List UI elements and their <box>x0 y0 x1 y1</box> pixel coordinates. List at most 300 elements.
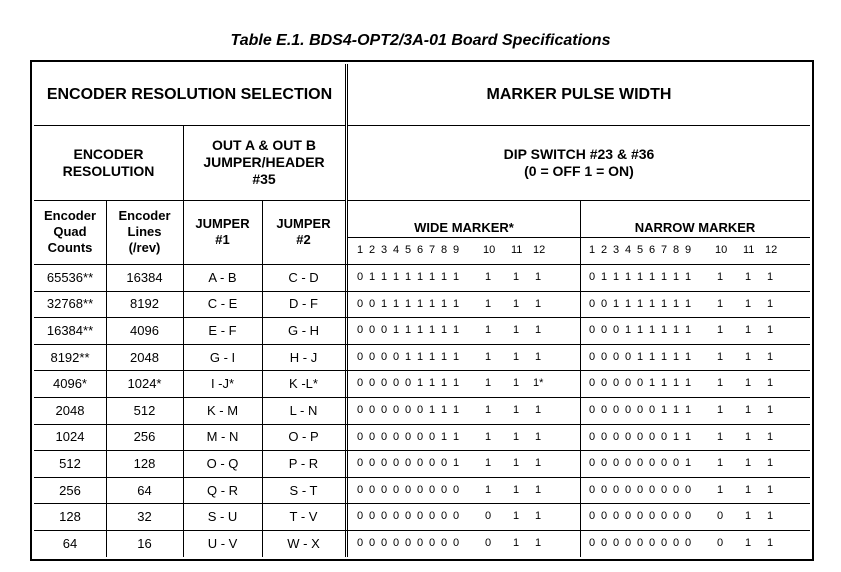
wide-switch-12: 1 <box>534 297 542 310</box>
narrow-switch-7: 0 <box>660 537 668 549</box>
wide-switch-12: 1 <box>534 404 542 416</box>
narrow-switch-4: 0 <box>624 350 632 363</box>
narrow-switch-12: 1 <box>766 297 774 310</box>
wide-switch-12: 1 <box>534 483 542 496</box>
header-jumper-1: JUMPER #1 <box>195 216 250 247</box>
wide-switch-12: 1* <box>533 377 544 390</box>
narrow-switch-2: 0 <box>600 377 608 390</box>
narrow-switch-number-7: 7 <box>660 244 668 256</box>
wide-switch-1: 0 <box>356 377 364 390</box>
wide-switch-10: 1 <box>484 457 492 470</box>
wide-switch-3: 0 <box>380 324 388 337</box>
narrow-switch-6: 0 <box>648 430 656 443</box>
narrow-switch-11: 1 <box>744 350 752 363</box>
narrow-switch-12: 1 <box>766 510 774 523</box>
wide-switch-11: 1 <box>512 350 520 363</box>
narrow-switch-7: 1 <box>660 297 668 310</box>
wide-switch-10: 1 <box>484 297 492 310</box>
cell-jumper-1: O - Q <box>206 455 239 471</box>
cell-jumper-1: K - M <box>206 402 239 418</box>
narrow-marker-switches <box>587 324 807 338</box>
wide-marker-switches <box>355 484 575 498</box>
narrow-marker-switches <box>587 537 807 551</box>
wide-switch-9: 1 <box>452 350 460 363</box>
wide-switch-2: 0 <box>368 404 376 416</box>
narrow-switch-3: 1 <box>612 297 620 310</box>
narrow-switch-6: 1 <box>648 350 656 363</box>
wide-switch-7: 1 <box>428 297 436 310</box>
wide-switch-9: 1 <box>452 404 460 416</box>
wide-switch-2: 0 <box>368 377 376 390</box>
wide-switch-5: 0 <box>404 404 412 416</box>
wide-switch-6: 1 <box>416 297 424 310</box>
narrow-switch-11: 1 <box>744 537 752 549</box>
wide-switch-10: 1 <box>484 404 492 416</box>
wide-switch-number-5: 5 <box>404 244 412 256</box>
cell-jumper-2: P - R <box>288 455 319 471</box>
wide-switch-1: 0 <box>356 483 364 496</box>
wide-switch-7: 1 <box>428 324 436 337</box>
wide-switch-7: 1 <box>428 271 436 283</box>
narrow-switch-10: 1 <box>716 297 724 310</box>
divider <box>348 237 810 238</box>
narrow-switch-5: 1 <box>636 271 644 283</box>
narrow-switch-12: 1 <box>766 404 774 416</box>
narrow-switch-5: 1 <box>636 324 644 337</box>
wide-switch-5: 0 <box>404 510 412 523</box>
cell-jumper-2: K -L* <box>289 376 318 392</box>
wide-switch-6: 0 <box>416 430 424 443</box>
wide-switch-4: 0 <box>392 377 400 390</box>
narrow-switch-10: 1 <box>716 430 724 443</box>
wide-switch-7: 1 <box>428 350 436 363</box>
wide-marker-switches <box>355 298 575 312</box>
cell-jumper-1: E - F <box>208 322 237 338</box>
narrow-switch-3: 0 <box>612 324 620 337</box>
wide-marker-switches <box>355 537 575 551</box>
narrow-switch-7: 0 <box>660 457 668 470</box>
wide-switch-11: 1 <box>512 430 520 443</box>
wide-switch-6: 0 <box>416 537 424 549</box>
narrow-switch-9: 1 <box>684 297 692 310</box>
wide-switch-11: 1 <box>512 537 520 549</box>
wide-switch-4: 0 <box>392 430 400 443</box>
narrow-switch-3: 0 <box>612 483 620 496</box>
wide-switch-4: 1 <box>392 324 400 337</box>
narrow-switch-1: 0 <box>588 324 596 337</box>
wide-switch-3: 1 <box>380 297 388 310</box>
wide-switch-6: 1 <box>416 377 424 390</box>
narrow-switch-5: 0 <box>636 430 644 443</box>
narrow-marker-switches <box>587 351 807 365</box>
narrow-switch-6: 1 <box>648 377 656 390</box>
wide-switch-3: 0 <box>380 350 388 363</box>
narrow-switch-11: 1 <box>744 510 752 523</box>
wide-switch-5: 0 <box>404 457 412 470</box>
narrow-switch-3: 0 <box>612 404 620 416</box>
cell-encoder-lines: 32 <box>137 509 152 525</box>
narrow-switch-3: 0 <box>612 537 620 549</box>
wide-switch-4: 1 <box>392 297 400 310</box>
cell-jumper-1: U - V <box>207 535 238 551</box>
narrow-switch-8: 0 <box>672 537 680 549</box>
narrow-marker-switches <box>587 510 807 524</box>
cell-jumper-2: D - F <box>289 296 318 312</box>
narrow-switch-6: 0 <box>648 404 656 416</box>
cell-quad-counts: 8192** <box>50 349 90 365</box>
dip-switch-legend: (0 = OFF 1 = ON) <box>524 162 634 179</box>
wide-marker-switches <box>355 431 575 445</box>
narrow-switch-9: 1 <box>684 430 692 443</box>
narrow-switch-8: 1 <box>672 271 680 283</box>
narrow-switch-6: 1 <box>648 297 656 310</box>
narrow-switch-4: 0 <box>624 404 632 416</box>
wide-switch-4: 0 <box>392 457 400 470</box>
narrow-switch-1: 0 <box>588 430 596 443</box>
wide-switch-10: 1 <box>484 271 492 283</box>
narrow-switch-2: 0 <box>600 483 608 496</box>
dip-switch-label: DIP SWITCH #23 & #36 <box>503 145 655 162</box>
cell-quad-counts: 32768** <box>46 296 94 312</box>
wide-switch-4: 0 <box>392 350 400 363</box>
narrow-switch-number-12: 12 <box>765 244 778 256</box>
wide-switch-10: 1 <box>484 430 492 443</box>
wide-switch-10: 0 <box>484 537 492 549</box>
wide-switch-2: 0 <box>368 483 376 496</box>
wide-switch-9: 1 <box>452 324 460 337</box>
narrow-switch-7: 1 <box>660 377 668 390</box>
narrow-switch-7: 0 <box>660 483 668 496</box>
wide-switch-9: 1 <box>452 297 460 310</box>
narrow-switch-number-1: 1 <box>588 244 596 256</box>
narrow-switch-8: 0 <box>672 510 680 523</box>
cell-encoder-lines: 512 <box>133 402 156 418</box>
narrow-marker-switches <box>587 431 807 445</box>
narrow-switch-10: 1 <box>716 350 724 363</box>
narrow-switch-10: 0 <box>716 510 724 523</box>
cell-encoder-lines: 128 <box>133 455 156 471</box>
header-wide-marker: WIDE MARKER* <box>414 219 514 235</box>
cell-jumper-2: C - D <box>288 269 319 285</box>
narrow-switch-2: 1 <box>600 271 608 283</box>
narrow-switch-3: 0 <box>612 510 620 523</box>
wide-switch-11: 1 <box>512 510 520 523</box>
cell-encoder-lines: 1024* <box>127 376 162 392</box>
narrow-switch-12: 1 <box>766 377 774 390</box>
wide-switch-5: 0 <box>404 483 412 496</box>
header-jumper-2: JUMPER #2 <box>276 216 331 247</box>
cell-encoder-lines: 16 <box>137 535 152 551</box>
cell-jumper-2: O - P <box>288 429 319 445</box>
narrow-marker-switches <box>587 271 807 285</box>
wide-switch-10: 1 <box>484 324 492 337</box>
wide-switch-2: 0 <box>368 430 376 443</box>
narrow-switch-2: 0 <box>600 457 608 470</box>
wide-switch-12: 1 <box>534 430 542 443</box>
narrow-switch-3: 0 <box>612 457 620 470</box>
wide-switch-2: 0 <box>368 324 376 337</box>
wide-switch-2: 0 <box>368 537 376 549</box>
narrow-switch-12: 1 <box>766 271 774 283</box>
narrow-switch-9: 1 <box>684 457 692 470</box>
header-encoder-resolution-selection: ENCODER RESOLUTION SELECTION <box>46 86 333 103</box>
wide-switch-3: 0 <box>380 430 388 443</box>
wide-switch-9: 0 <box>452 537 460 549</box>
narrow-switch-1: 0 <box>588 537 596 549</box>
wide-switch-12: 1 <box>534 457 542 470</box>
wide-switch-6: 1 <box>416 271 424 283</box>
wide-switch-1: 0 <box>356 271 364 283</box>
wide-switch-1: 0 <box>356 510 364 523</box>
wide-switch-4: 1 <box>392 271 400 283</box>
wide-switch-11: 1 <box>512 377 520 390</box>
narrow-switch-5: 0 <box>636 404 644 416</box>
narrow-switch-4: 0 <box>624 430 632 443</box>
narrow-switch-12: 1 <box>766 537 774 549</box>
wide-switch-6: 1 <box>416 350 424 363</box>
divider <box>348 200 810 201</box>
narrow-switch-11: 1 <box>744 404 752 416</box>
narrow-switch-6: 0 <box>648 483 656 496</box>
narrow-switch-4: 0 <box>624 483 632 496</box>
cell-encoder-lines: 2048 <box>130 349 159 365</box>
cell-jumper-1: I -J* <box>210 376 235 392</box>
narrow-switch-8: 0 <box>672 457 680 470</box>
narrow-switch-9: 1 <box>684 271 692 283</box>
wide-switch-7: 0 <box>428 510 436 523</box>
narrow-marker-switches <box>587 457 807 471</box>
wide-marker-switches <box>355 351 575 365</box>
wide-marker-switches <box>355 271 575 285</box>
wide-switch-5: 1 <box>404 324 412 337</box>
narrow-switch-8: 1 <box>672 404 680 416</box>
cell-jumper-1: G - I <box>209 349 236 365</box>
wide-switch-8: 1 <box>440 377 448 390</box>
header-out-a-out-b: OUT A & OUT B JUMPER/HEADER #35 <box>203 137 325 187</box>
narrow-switch-6: 1 <box>648 324 656 337</box>
narrow-switch-9: 1 <box>684 350 692 363</box>
narrow-switch-4: 0 <box>624 457 632 470</box>
narrow-switch-2: 0 <box>600 430 608 443</box>
cell-jumper-1: C - E <box>207 296 238 312</box>
narrow-switch-3: 0 <box>612 350 620 363</box>
narrow-switch-4: 1 <box>624 297 632 310</box>
cell-quad-counts: 16384** <box>46 322 94 338</box>
narrow-switch-9: 1 <box>684 377 692 390</box>
wide-switch-6: 0 <box>416 404 424 416</box>
wide-switch-9: 1 <box>452 271 460 283</box>
narrow-switch-4: 0 <box>624 377 632 390</box>
wide-switch-10: 0 <box>484 510 492 523</box>
narrow-switch-11: 1 <box>744 430 752 443</box>
narrow-switch-7: 1 <box>660 350 668 363</box>
narrow-switch-12: 1 <box>766 483 774 496</box>
wide-switch-11: 1 <box>512 324 520 337</box>
wide-switch-9: 1 <box>452 430 460 443</box>
wide-switch-12: 1 <box>534 537 542 549</box>
wide-switch-number-8: 8 <box>440 244 448 256</box>
wide-switch-9: 1 <box>452 457 460 470</box>
narrow-switch-11: 1 <box>744 377 752 390</box>
wide-marker-switches <box>355 324 575 338</box>
wide-marker-switches <box>355 510 575 524</box>
wide-switch-1: 0 <box>356 537 364 549</box>
cell-quad-counts: 2048 <box>55 402 85 418</box>
wide-switch-3: 0 <box>380 457 388 470</box>
narrow-switch-5: 0 <box>636 377 644 390</box>
header-encoder-resolution: ENCODER RESOLUTION <box>62 145 155 179</box>
wide-switch-8: 1 <box>440 271 448 283</box>
wide-switch-8: 0 <box>440 537 448 549</box>
narrow-marker-switches <box>587 484 807 498</box>
cell-encoder-lines: 4096 <box>130 322 159 338</box>
narrow-switch-1: 0 <box>588 297 596 310</box>
narrow-switch-9: 0 <box>684 537 692 549</box>
wide-switch-1: 0 <box>356 297 364 310</box>
cell-encoder-lines: 256 <box>133 429 156 445</box>
wide-switch-3: 1 <box>380 271 388 283</box>
narrow-switch-12: 1 <box>766 350 774 363</box>
narrow-switch-10: 1 <box>716 404 724 416</box>
header-encoder-lines: Encoder Lines (/rev) <box>118 208 171 255</box>
narrow-switch-5: 1 <box>636 350 644 363</box>
wide-switch-1: 0 <box>356 404 364 416</box>
narrow-switch-8: 1 <box>672 377 680 390</box>
cell-jumper-2: G - H <box>287 322 320 338</box>
narrow-switch-3: 0 <box>612 377 620 390</box>
wide-switch-number-12: 12 <box>533 244 546 256</box>
narrow-switch-6: 1 <box>648 271 656 283</box>
narrow-switch-5: 0 <box>636 537 644 549</box>
narrow-switch-7: 1 <box>660 271 668 283</box>
narrow-switch-10: 1 <box>716 483 724 496</box>
cell-encoder-lines: 8192 <box>130 296 159 312</box>
cell-quad-counts: 64 <box>62 535 78 551</box>
wide-switch-2: 0 <box>368 350 376 363</box>
wide-switch-1: 0 <box>356 457 364 470</box>
wide-switch-4: 0 <box>392 404 400 416</box>
wide-switch-8: 1 <box>440 404 448 416</box>
wide-switch-11: 1 <box>512 483 520 496</box>
narrow-switch-number-4: 4 <box>624 244 632 256</box>
narrow-switch-10: 1 <box>716 377 724 390</box>
narrow-switch-1: 0 <box>588 377 596 390</box>
narrow-switch-4: 1 <box>624 324 632 337</box>
narrow-switch-11: 1 <box>744 271 752 283</box>
wide-switch-3: 0 <box>380 377 388 390</box>
narrow-switch-number-10: 10 <box>715 244 728 256</box>
narrow-switch-1: 0 <box>588 457 596 470</box>
narrow-switch-5: 0 <box>636 510 644 523</box>
wide-switch-3: 0 <box>380 483 388 496</box>
wide-switch-6: 0 <box>416 510 424 523</box>
wide-switch-1: 0 <box>356 324 364 337</box>
header-marker-pulse-width: MARKER PULSE WIDTH <box>486 86 672 103</box>
wide-switch-5: 0 <box>404 430 412 443</box>
narrow-switch-7: 0 <box>660 510 668 523</box>
narrow-marker-switches <box>587 377 807 391</box>
cell-jumper-1: A - B <box>208 269 237 285</box>
narrow-switch-2: 0 <box>600 297 608 310</box>
narrow-switch-2: 0 <box>600 537 608 549</box>
wide-switch-8: 0 <box>440 457 448 470</box>
wide-switch-8: 0 <box>440 483 448 496</box>
cell-quad-counts: 4096* <box>53 376 87 392</box>
wide-switch-6: 0 <box>416 457 424 470</box>
header-dip-switch <box>348 125 810 200</box>
narrow-switch-1: 0 <box>588 271 596 283</box>
wide-switch-3: 0 <box>380 537 388 549</box>
switch-numbers-narrow <box>587 244 807 258</box>
cell-quad-counts: 512 <box>59 455 81 471</box>
narrow-switch-3: 0 <box>612 430 620 443</box>
narrow-switch-6: 0 <box>648 457 656 470</box>
table-title: Table E.1. BDS4-OPT2/3A-01 Board Specifications <box>230 32 611 49</box>
narrow-switch-10: 1 <box>716 324 724 337</box>
wide-switch-12: 1 <box>534 350 542 363</box>
narrow-switch-8: 0 <box>672 483 680 496</box>
wide-switch-8: 0 <box>440 510 448 523</box>
narrow-switch-11: 1 <box>744 483 752 496</box>
wide-switch-5: 1 <box>404 350 412 363</box>
narrow-switch-number-11: 11 <box>743 244 755 256</box>
narrow-switch-4: 0 <box>624 510 632 523</box>
wide-switch-8: 1 <box>440 350 448 363</box>
wide-switch-5: 1 <box>404 271 412 283</box>
wide-switch-10: 1 <box>484 350 492 363</box>
cell-encoder-lines: 64 <box>137 482 152 498</box>
cell-quad-counts: 128 <box>59 509 81 525</box>
narrow-switch-6: 0 <box>648 537 656 549</box>
narrow-switch-1: 0 <box>588 510 596 523</box>
narrow-switch-10: 0 <box>716 537 724 549</box>
wide-marker-switches <box>355 457 575 471</box>
wide-switch-9: 1 <box>452 377 460 390</box>
wide-switch-4: 0 <box>392 510 400 523</box>
wide-switch-number-9: 9 <box>452 244 460 256</box>
wide-switch-number-1: 1 <box>356 244 364 256</box>
wide-switch-1: 0 <box>356 350 364 363</box>
narrow-switch-6: 0 <box>648 510 656 523</box>
narrow-switch-number-3: 3 <box>612 244 620 256</box>
wide-switch-number-10: 10 <box>483 244 496 256</box>
narrow-switch-8: 1 <box>672 297 680 310</box>
narrow-switch-9: 1 <box>684 404 692 416</box>
wide-switch-9: 0 <box>452 483 460 496</box>
wide-switch-11: 1 <box>512 404 520 416</box>
cell-jumper-1: M - N <box>206 429 239 445</box>
narrow-switch-8: 1 <box>672 324 680 337</box>
narrow-switch-7: 1 <box>660 404 668 416</box>
narrow-switch-12: 1 <box>766 430 774 443</box>
narrow-switch-9: 1 <box>684 324 692 337</box>
wide-switch-2: 0 <box>368 510 376 523</box>
narrow-switch-7: 1 <box>660 324 668 337</box>
narrow-switch-number-2: 2 <box>600 244 608 256</box>
narrow-switch-2: 0 <box>600 404 608 416</box>
wide-switch-number-4: 4 <box>392 244 400 256</box>
narrow-switch-number-6: 6 <box>648 244 656 256</box>
wide-switch-number-7: 7 <box>428 244 436 256</box>
wide-switch-7: 0 <box>428 457 436 470</box>
narrow-switch-number-9: 9 <box>684 244 692 256</box>
cell-jumper-2: H - J <box>289 349 318 365</box>
wide-switch-12: 1 <box>534 510 542 523</box>
cell-quad-counts: 256 <box>59 482 81 498</box>
wide-marker-switches <box>355 404 575 418</box>
wide-switch-4: 0 <box>392 483 400 496</box>
wide-switch-5: 1 <box>404 297 412 310</box>
